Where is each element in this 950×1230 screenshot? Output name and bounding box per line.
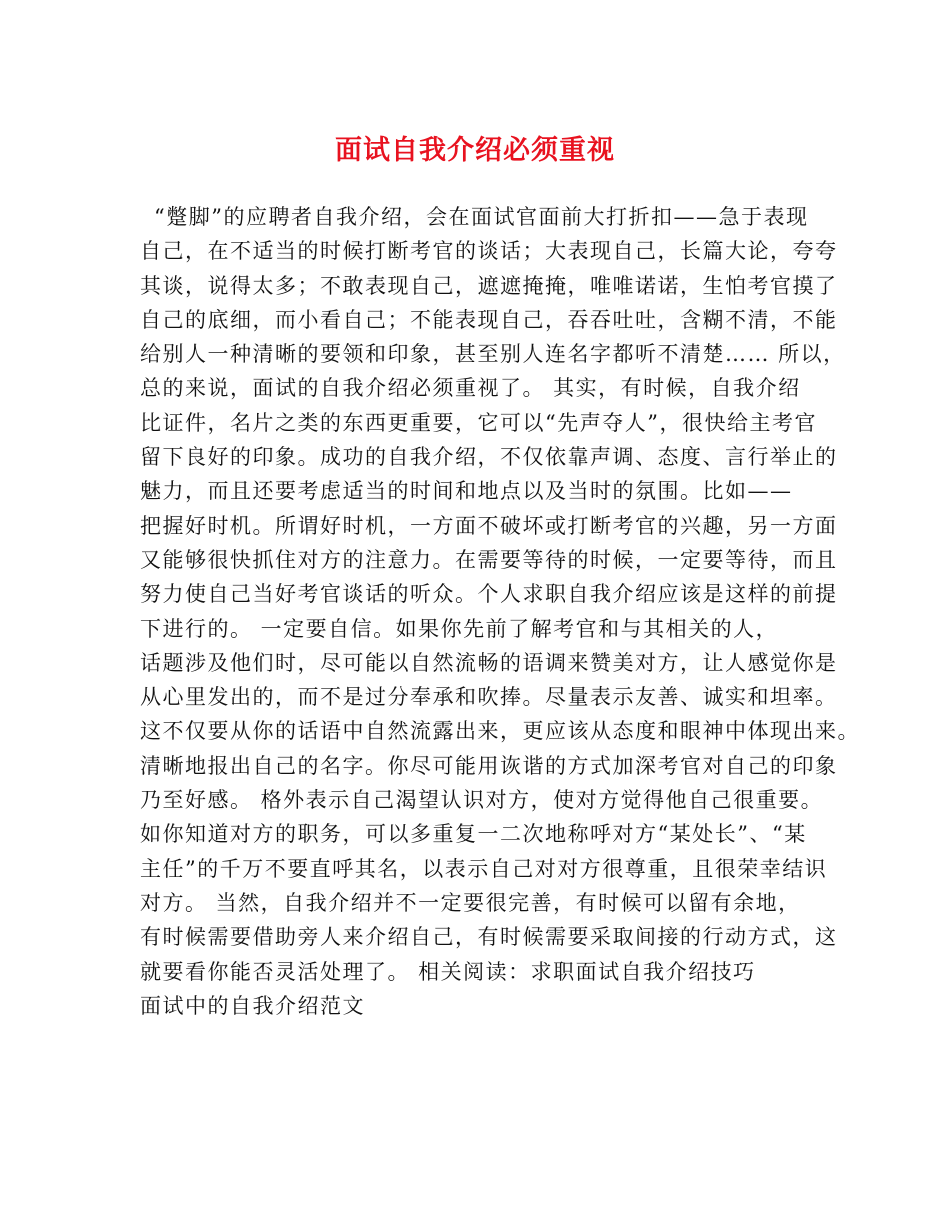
document-title: 面试自我介绍必须重视 xyxy=(335,135,615,166)
body-line: 自己的底细，而小看自己；不能表现自己，吞吞吐吐，含糊不清，不能 xyxy=(140,307,838,332)
body-line: 从心里发出的，而不是过分奉承和吹捧。尽量表示友善、诚实和坦率。 xyxy=(140,685,838,710)
document-body xyxy=(140,200,860,1023)
body-line: 对方。 当然，自我介绍并不一定要很完善，有时候可以留有余地， xyxy=(140,890,801,915)
body-line: 魅力，而且还要考虑适当的时间和地点以及当时的氛围。比如—— xyxy=(140,479,793,504)
body-line: 乃至好感。 格外表示自己渴望认识对方，使对方觉得他自己很重要。 xyxy=(140,788,824,813)
body-line: 又能够很快抓住对方的注意力。在需要等待的时候，一定要等待，而且 xyxy=(140,547,838,572)
body-line: 自己，在不适当的时候打断考官的谈话；大表现自己，长篇大论，夸夸 xyxy=(140,239,838,264)
body-line: 其谈，说得太多；不敢表现自己，遮遮掩掩，唯唯诺诺，生怕考官摸了 xyxy=(140,273,838,298)
body-line: 总的来说，面试的自我介绍必须重视了。 其实，有时候，自我介绍 xyxy=(140,376,801,401)
body-line: 努力使自己当好考官谈话的听众。个人求职自我介绍应该是这样的前提 xyxy=(140,582,838,607)
body-line: 给别人一种清晰的要领和印象，甚至别人连名字都听不清楚…… 所以， xyxy=(140,342,846,367)
body-line: 把握好时机。所谓好时机，一方面不破坏或打断考官的兴趣，另一方面 xyxy=(140,513,838,538)
body-line: 下进行的。 一定要自信。如果你先前了解考官和与其相关的人， xyxy=(140,616,779,641)
body-line: 有时候需要借助旁人来介绍自己，有时候需要采取间接的行动方式，这 xyxy=(140,925,838,950)
body-line: “蹩脚”的应聘者自我介绍，会在面试官面前大打折扣——急于表现 xyxy=(154,205,809,229)
body-line: 清晰地报出自己的名字。你尽可能用诙谐的方式加深考官对自己的印象 xyxy=(140,753,838,778)
body-line: 话题涉及他们时，尽可能以自然流畅的语调来赞美对方，让人感觉你是 xyxy=(140,650,838,675)
body-line: 这不仅要从你的话语中自然流露出来，更应该从态度和眼神中体现出来。 xyxy=(140,719,860,744)
body-line: 比证件，名片之类的东西更重要，它可以“先声夺人”，很快给主考官 xyxy=(140,410,817,435)
body-line: 主任”的千万不要直呼其名，以表示自己对对方很尊重，且很荣幸结识 xyxy=(140,856,828,881)
body-line: 就要看你能否灵活处理了。 相关阅读：求职面试自我介绍技巧 xyxy=(140,959,756,984)
body-line: 如你知道对方的职务，可以多重复一二次地称呼对方“某处长”、“某 xyxy=(140,822,807,847)
body-line: 留下良好的印象。成功的自我介绍，不仅依靠声调、态度、言行举止的 xyxy=(140,445,838,470)
body-line: 面试中的自我介绍范文 xyxy=(140,993,365,1018)
